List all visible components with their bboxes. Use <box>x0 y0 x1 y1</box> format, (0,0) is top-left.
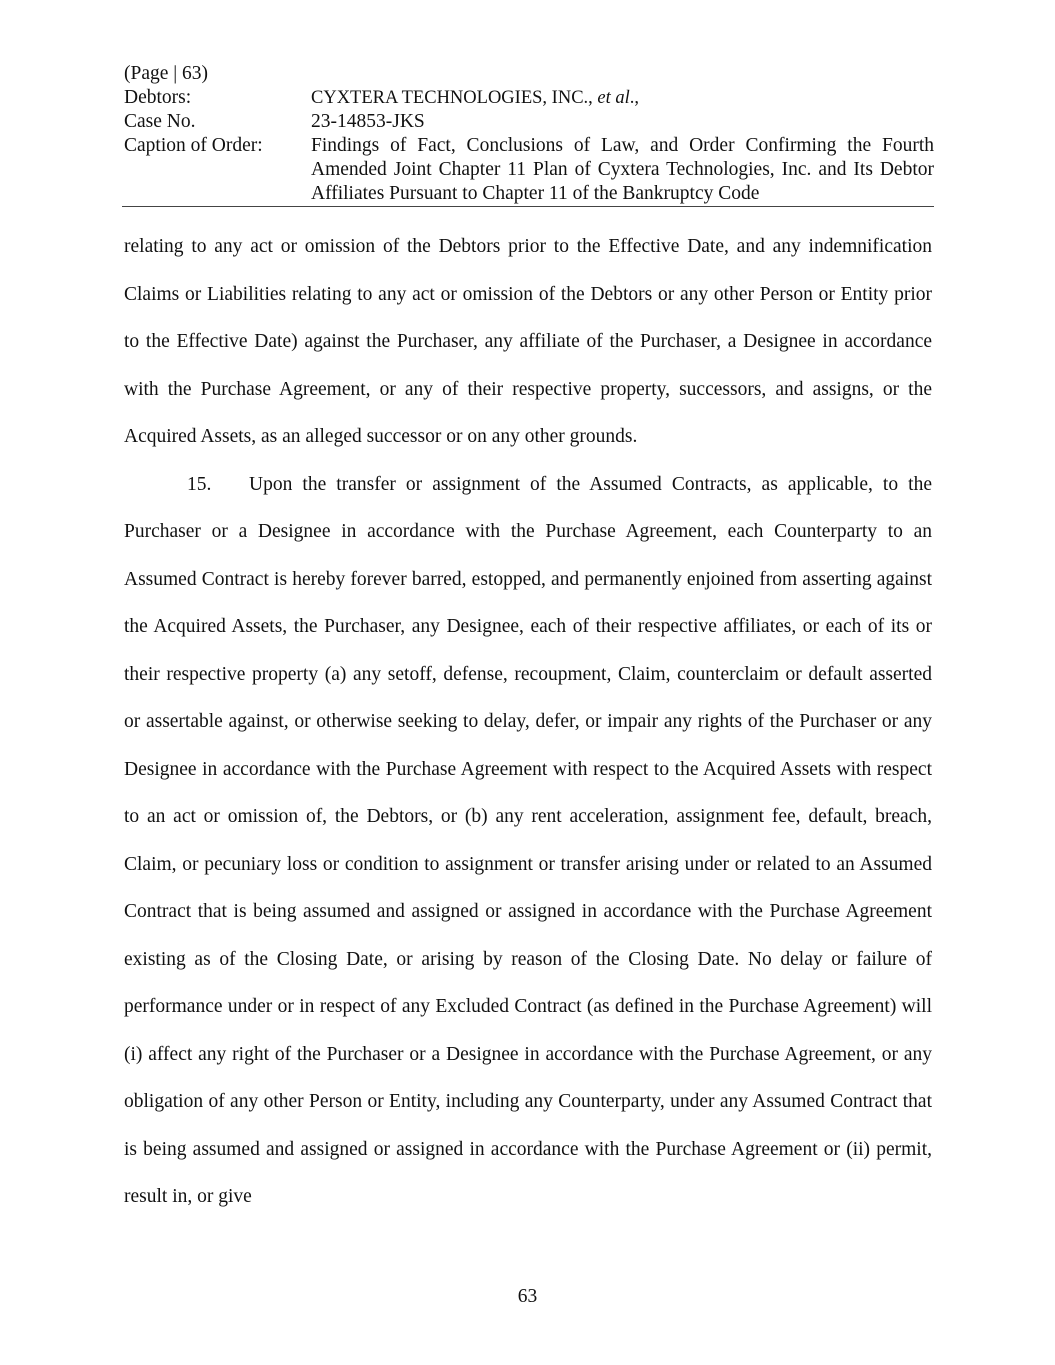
case-number-label: Case No. <box>124 111 196 132</box>
debtors-et-al: et al <box>597 88 630 108</box>
page-number: 63 <box>517 1286 538 1307</box>
paragraph-15-number: 15. <box>187 473 212 495</box>
caption-value: Findings of Fact, Conclusions of Law, and Order Confirming the Fourth Amended Joint Chapter 11 Plan of Cyxtera Technologies, Inc. and Its Debtor Affiliates Pursuant to Chapter 11 of the Bankruptcy Code <box>311 135 934 204</box>
document-body <box>124 223 932 1221</box>
debtors-row <box>124 86 934 110</box>
header-divider <box>122 206 934 207</box>
debtors-value <box>311 86 934 110</box>
page-reference-row <box>124 62 934 86</box>
page-reference: (Page | 63) <box>124 63 209 84</box>
paragraph-15 <box>124 461 932 1221</box>
document-header <box>124 62 934 206</box>
caption-label: Caption of Order: <box>124 135 263 156</box>
debtors-name: CYXTERA TECHNOLOGIES, INC., <box>311 88 593 108</box>
debtors-label: Debtors: <box>124 87 192 108</box>
debtors-trailing: ., <box>629 88 640 108</box>
caption-row <box>124 134 934 206</box>
case-number-value: 23-14853-JKS <box>311 111 425 132</box>
paragraph-15-text: Upon the transfer or assignment of the Assumed Contracts, as applicable, to the Purchaser or a Designee in accordance with the Purchase Agreement, each Counterparty to an Assumed Contract is hereby forever barred, estopped, and permanently enjoined from asserting against the Acquired Assets, the Purchaser, any Designee, each of their respective affiliates, or each of its or their respective property (a) any setoff, defense, recoupment, Claim, counterclaim or default asserted or assertable against, or otherwise seeking to delay, defer, or impair any rights of the Purchaser or any Designee in accordance with the Purchase Agreement with respect to the Acquired Assets with respect to an act or omission of, the Debtors, or (b) any rent acceleration, assignment fee, default, breach, Claim, or pecuniary loss or condition to assignment or transfer arising under or related to an Assumed Contract that is being assumed and assigned or assigned in accordance with the Purchase Agreement existing as of the Closing Date, or arising by reason of the Closing Date. No delay or failure of performance under or in respect of any Excluded Contract (as defined in the Purchase Agreement) will (i) affect any right of the Purchaser or a Designee in accordance with the Purchase Agreement, or any obligation of any other Person or Entity, including any Counterparty, under any Assumed Contract that is being assumed and assigned or assigned in accordance with the Purchase Agreement or (ii) permit, result in, or give <box>124 473 932 1207</box>
continuation-paragraph: relating to any act or omission of the Debtors prior to the Effective Date, and any indemnification Claims or Liabilities relating to any act or omission of the Debtors or any other Person or Entity prior to the Effective Date) against the Purchaser, any affiliate of the Purchaser, a Designee in accordance with the Purchase Agreement, or any of their respective property, successors, and assigns, or the Acquired Assets, as an alleged successor or on any other grounds. <box>124 236 932 447</box>
case-number-row <box>124 110 934 134</box>
